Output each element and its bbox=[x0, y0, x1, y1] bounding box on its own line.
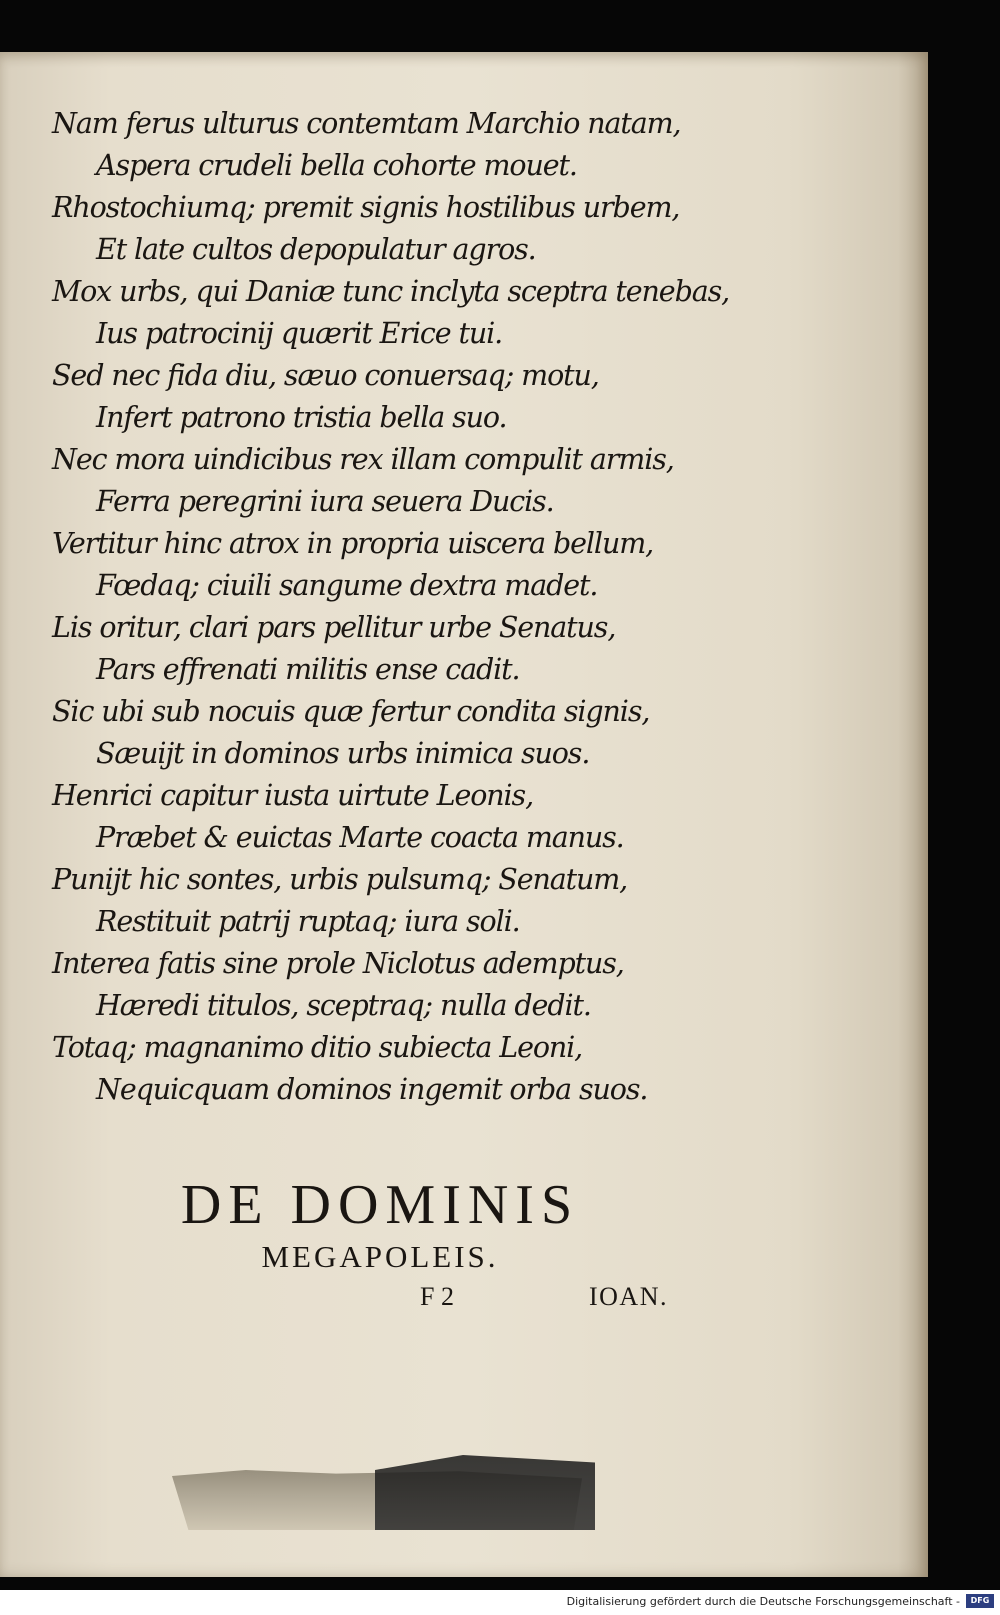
verse-line: Sæuijt in dominos urbs inimica suos. bbox=[96, 737, 590, 770]
page-damage-shadow bbox=[375, 1455, 595, 1530]
verse-line: Aspera crudeli bella cohorte mouet. bbox=[96, 149, 577, 182]
verse-line: Rhostochiumq; premit signis hostilibus urbem, bbox=[52, 191, 680, 224]
verse-line: Mox urbs, qui Daniæ tunc inclyta sceptra tenebas, bbox=[52, 275, 730, 308]
section-heading bbox=[100, 1175, 660, 1277]
dfg-logo-icon: DFG bbox=[966, 1594, 994, 1608]
verse-line: Vertitur hinc atrox in propria uiscera bellum, bbox=[52, 527, 654, 560]
verse-line: Nequicquam dominos ingemit orba suos. bbox=[96, 1073, 648, 1106]
verse-line: Præbet & euictas Marte coacta manus. bbox=[96, 821, 624, 854]
verse-line: Pars effrenati militis ense cadit. bbox=[96, 653, 520, 686]
verse-line: Infert patrono tristia bella suo. bbox=[96, 401, 507, 434]
page-edge-shadow bbox=[898, 52, 928, 1577]
verse-line: Sic ubi sub nocuis quæ fertur condita signis, bbox=[52, 695, 650, 728]
verse-line: Lis oritur, clari pars pellitur urbe Senatus, bbox=[52, 611, 616, 644]
verse-line: Sed nec fida diu, sæuo conuersaq; motu, bbox=[52, 359, 599, 392]
verse-line: Et late cultos depopulatur agros. bbox=[96, 233, 536, 266]
heading-sub: MEGAPOLEIS. bbox=[261, 1239, 499, 1274]
verse-line: Interea fatis sine prole Niclotus ademptus, bbox=[52, 947, 624, 980]
verse-line: Punijt hic sontes, urbis pulsumq; Senatum, bbox=[52, 863, 628, 896]
verse-line: Nec mora uindicibus rex illam compulit armis, bbox=[52, 443, 674, 476]
verse-line: Nam ferus ulturus contemtam Marchio natam, bbox=[52, 107, 681, 140]
verse-line: Totaq; magnanimo ditio subiecta Leoni, bbox=[52, 1031, 583, 1064]
verse-line: Henrici capitur iusta uirtute Leonis, bbox=[52, 779, 534, 812]
verse-block bbox=[52, 103, 752, 1111]
catchword: IOAN. bbox=[589, 1282, 668, 1311]
verse-line: Fœdaq; ciuili sangume dextra madet. bbox=[96, 569, 598, 602]
heading-main: DE DOMINIS bbox=[180, 1174, 580, 1236]
verse-line: Ius patrocinij quærit Erice tui. bbox=[96, 317, 503, 350]
digitization-footer bbox=[0, 1590, 1000, 1615]
verse-line: Hæredi titulos, sceptraq; nulla dedit. bbox=[96, 989, 591, 1022]
verse-line: Restituit patrij ruptaq; iura soli. bbox=[96, 905, 520, 938]
signature-mark: F 2 bbox=[420, 1282, 454, 1311]
verse-line: Ferra peregrini iura seuera Ducis. bbox=[96, 485, 554, 518]
footer-credit: Digitalisierung gefördert durch die Deutsche Forschungsgemeinschaft - bbox=[566, 1595, 960, 1608]
